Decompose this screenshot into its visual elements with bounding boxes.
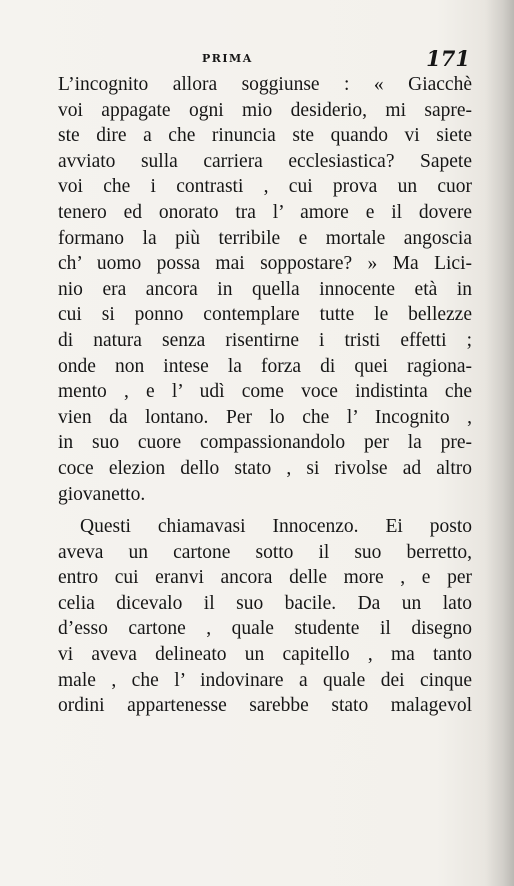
running-head: PRIMA (202, 52, 253, 65)
text-line: in suo cuore compassionandolo per la pre- (58, 432, 472, 454)
text-line: avviato sulla carriera ecclesiastica? Sapete (58, 150, 472, 172)
text-line: Questi chiamavasi Innocenzo. Ei posto (80, 516, 472, 538)
text-line: onde non intese la forza di quei ragiona- (58, 355, 472, 377)
text-line: celia dicevalo il suo bacile. Da un lato (58, 592, 472, 614)
text-line: nio era ancora in quella innocente età in (58, 278, 472, 300)
text-line: vien da lontano. Per lo che l’ Incognito , (58, 406, 472, 428)
text-line: tenero ed onorato tra l’ amore e il dovere (58, 201, 472, 223)
text-line: di natura senza risentirne i tristi effetti ; (58, 329, 472, 351)
text-line: ch’ uomo possa mai soppostare? » Ma Lici- (58, 253, 472, 275)
page-number: 171 (426, 46, 470, 71)
paragraph-1 (58, 72, 472, 507)
text-line: voi che i contrasti , cui prova un cuor (58, 176, 472, 198)
text-line: male , che l’ indovinare a quale dei cinque (58, 669, 472, 691)
body-text (58, 72, 472, 719)
page-edge-shadow (486, 0, 514, 886)
page-header (58, 48, 472, 74)
text-line: voi appagate ogni mio desiderio, mi sapre- (58, 99, 472, 121)
text-line: L’incognito allora soggiunse : « Giacchè (58, 74, 472, 95)
text-line: aveva un cartone sotto il suo berretto, (58, 541, 472, 563)
text-line: ordini appartenesse sarebbe stato malagevol (58, 695, 472, 717)
text-line: formano la più terribile e mortale angoscia (58, 227, 472, 249)
text-line: vi aveva delineato un capitello , ma tanto (58, 644, 472, 666)
text-line: giovanetto. (58, 483, 146, 505)
text-line: coce elezion dello stato , si rivolse ad altro (58, 457, 472, 479)
text-line: entro cui eranvi ancora delle more , e per (58, 567, 472, 589)
text-line: d’esso cartone , quale studente il disegno (58, 618, 472, 640)
text-line: cui si ponno contemplare tutte le bellezze (58, 304, 472, 326)
text-line: ste dire a che rinuncia ste quando vi siete (58, 125, 472, 147)
text-line: mento , e l’ udì come voce indistinta che (58, 381, 472, 403)
paragraph-2 (58, 514, 472, 719)
